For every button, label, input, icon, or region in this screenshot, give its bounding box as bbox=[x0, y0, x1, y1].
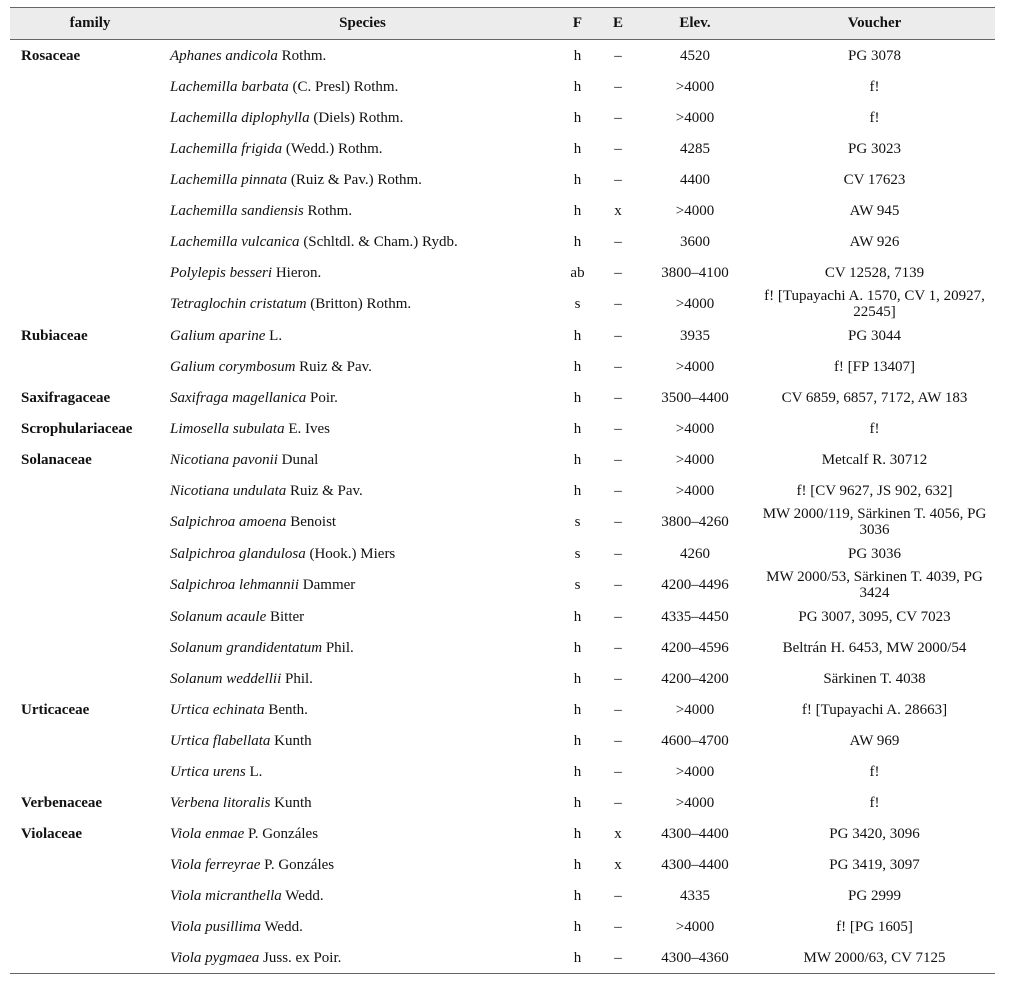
e-cell: x bbox=[614, 825, 622, 842]
species-author: Kunth bbox=[274, 794, 312, 811]
f-cell: h bbox=[573, 109, 582, 126]
species-name: Lachemilla pinnata bbox=[170, 171, 288, 188]
species-author: P. Gonzáles bbox=[248, 825, 319, 842]
voucher-cell: f! bbox=[869, 78, 880, 95]
family-cell bbox=[10, 102, 170, 133]
species-cell bbox=[170, 663, 555, 694]
table-row bbox=[10, 849, 995, 880]
f-cell: h bbox=[573, 233, 582, 250]
species-cell bbox=[170, 351, 555, 382]
species-author: Kunth bbox=[274, 732, 312, 749]
f-cell: h bbox=[573, 420, 582, 437]
species-cell bbox=[170, 444, 555, 475]
e-cell: – bbox=[614, 732, 622, 749]
species-cell bbox=[170, 382, 555, 413]
species-name: Viola enmae bbox=[170, 825, 245, 842]
voucher-cell: PG 3007, 3095, CV 7023 bbox=[798, 608, 951, 625]
family-cell bbox=[10, 569, 170, 601]
f-cell: h bbox=[573, 887, 582, 904]
header-row bbox=[10, 8, 995, 40]
species-name: Saxifraga magellanica bbox=[170, 389, 307, 406]
species-author: Bitter bbox=[269, 608, 305, 625]
table-row bbox=[10, 506, 995, 538]
header-family: family bbox=[10, 8, 170, 40]
e-cell: – bbox=[614, 701, 622, 718]
elev-cell: 4335 bbox=[680, 887, 710, 904]
species-author: E. Ives bbox=[288, 420, 331, 437]
species-name: Urtica flabellata bbox=[170, 732, 271, 749]
voucher-cell: Särkinen T. 4038 bbox=[823, 670, 926, 687]
voucher-cell: AW 945 bbox=[849, 202, 900, 219]
family-cell bbox=[10, 195, 170, 226]
e-cell: – bbox=[614, 171, 622, 188]
elev-cell: 4600–4700 bbox=[661, 732, 729, 749]
header-elev: Elev. bbox=[636, 8, 754, 40]
table-row bbox=[10, 257, 995, 288]
family-cell bbox=[10, 288, 170, 320]
f-cell: h bbox=[573, 140, 582, 157]
species-author: (Diels) Rothm. bbox=[313, 109, 404, 126]
species-cell bbox=[170, 725, 555, 756]
family-cell bbox=[10, 601, 170, 632]
table-row bbox=[10, 71, 995, 102]
species-name: Polylepis besseri bbox=[170, 264, 273, 281]
species-name: Verbena litoralis bbox=[170, 794, 271, 811]
species-author: Wedd. bbox=[264, 918, 303, 935]
family-cell: Rosaceae bbox=[21, 47, 81, 64]
elev-cell: >4000 bbox=[675, 202, 715, 219]
species-cell bbox=[170, 164, 555, 195]
species-cell bbox=[170, 71, 555, 102]
f-cell: ab bbox=[570, 264, 585, 281]
elev-cell: 4200–4200 bbox=[661, 670, 729, 687]
voucher-cell: f! bbox=[869, 420, 880, 437]
species-cell bbox=[170, 942, 555, 974]
f-cell: h bbox=[573, 202, 582, 219]
species-name: Nicotiana pavonii bbox=[170, 451, 278, 468]
e-cell: x bbox=[614, 202, 622, 219]
f-cell: h bbox=[573, 482, 582, 499]
species-name: Solanum grandidentatum bbox=[170, 639, 323, 656]
species-name: Salpichroa amoena bbox=[170, 514, 287, 530]
table-row bbox=[10, 538, 995, 569]
species-author: (Wedd.) Rothm. bbox=[285, 140, 383, 157]
species-cell bbox=[170, 569, 555, 601]
family-cell bbox=[10, 351, 170, 382]
e-cell: x bbox=[614, 856, 622, 873]
species-author: L. bbox=[249, 763, 263, 780]
species-table-container bbox=[10, 7, 995, 974]
voucher-cell: PG 3419, 3097 bbox=[829, 856, 920, 873]
table-row bbox=[10, 569, 995, 601]
elev-cell: 4300–4400 bbox=[661, 825, 729, 842]
voucher-cell: PG 3036 bbox=[848, 545, 901, 562]
e-cell: – bbox=[614, 78, 622, 95]
species-cell bbox=[170, 475, 555, 506]
e-cell: – bbox=[614, 887, 622, 904]
f-cell: h bbox=[573, 701, 582, 718]
family-cell: Violaceae bbox=[21, 825, 83, 842]
table-row bbox=[10, 444, 995, 475]
table-row bbox=[10, 40, 995, 72]
species-author: Dunal bbox=[281, 451, 319, 468]
species-author: Poir. bbox=[309, 389, 338, 406]
species-cell bbox=[170, 818, 555, 849]
e-cell: – bbox=[614, 763, 622, 780]
voucher-cell: MW 2000/119, Särkinen T. 4056, PG 3036 bbox=[762, 506, 987, 538]
f-cell: h bbox=[573, 763, 582, 780]
f-cell: h bbox=[573, 608, 582, 625]
elev-cell: >4000 bbox=[675, 482, 715, 499]
voucher-cell: f! [Tupayachi A. 28663] bbox=[801, 701, 948, 718]
family-cell bbox=[10, 756, 170, 787]
species-cell bbox=[170, 880, 555, 911]
species-name: Lachemilla sandiensis bbox=[170, 202, 304, 219]
species-cell bbox=[170, 506, 555, 538]
header-f: F bbox=[555, 8, 600, 40]
table-row bbox=[10, 102, 995, 133]
table-row bbox=[10, 320, 995, 351]
species-cell bbox=[170, 288, 555, 320]
elev-cell: >4000 bbox=[675, 701, 715, 718]
species-author: Benth. bbox=[268, 701, 308, 718]
f-cell: h bbox=[573, 918, 582, 935]
species-name: Urtica echinata bbox=[170, 701, 265, 718]
elev-cell: 4400 bbox=[680, 171, 710, 188]
species-cell bbox=[170, 320, 555, 351]
table-row bbox=[10, 694, 995, 725]
family-cell bbox=[10, 849, 170, 880]
e-cell: – bbox=[614, 794, 622, 811]
e-cell: – bbox=[600, 942, 636, 974]
species-cell bbox=[170, 756, 555, 787]
family-cell bbox=[10, 257, 170, 288]
elev-cell: 4520 bbox=[680, 47, 710, 64]
elev-cell: >4000 bbox=[675, 420, 715, 437]
species-author: (C. Presl) Rothm. bbox=[292, 78, 399, 95]
table-row bbox=[10, 475, 995, 506]
elev-cell: 4200–4496 bbox=[661, 577, 729, 593]
voucher-cell: f! [FP 13407] bbox=[833, 358, 916, 375]
e-cell: – bbox=[614, 389, 622, 406]
voucher-cell: f! [Tupayachi A. 1570, CV 1, 20927, 22545] bbox=[764, 288, 985, 320]
family-cell bbox=[10, 133, 170, 164]
species-table bbox=[10, 7, 995, 974]
species-name: Salpichroa lehmannii bbox=[170, 577, 300, 593]
table-row bbox=[10, 942, 995, 974]
elev-cell: 4335–4450 bbox=[661, 608, 729, 625]
elev-cell: 4300–4360 bbox=[636, 942, 754, 974]
f-cell: s bbox=[574, 545, 581, 562]
table-row bbox=[10, 601, 995, 632]
species-author: Ruiz & Pav. bbox=[299, 358, 372, 375]
species-cell bbox=[170, 102, 555, 133]
table-row bbox=[10, 787, 995, 818]
header-species: Species bbox=[170, 8, 555, 40]
f-cell: h bbox=[573, 47, 582, 64]
table-header bbox=[10, 8, 995, 40]
species-author: Phil. bbox=[285, 670, 313, 687]
species-cell bbox=[170, 413, 555, 444]
table-row bbox=[10, 382, 995, 413]
species-author: L. bbox=[269, 327, 283, 344]
elev-cell: 3935 bbox=[680, 327, 710, 344]
voucher-cell: PG 3023 bbox=[848, 140, 901, 157]
table-row bbox=[10, 756, 995, 787]
f-cell: h bbox=[573, 856, 582, 873]
table-row bbox=[10, 725, 995, 756]
elev-cell: 3800–4260 bbox=[661, 514, 729, 530]
voucher-cell: MW 2000/63, CV 7125 bbox=[754, 942, 995, 974]
species-name: Lachemilla diplophylla bbox=[170, 109, 310, 126]
species-name: Viola pygmaea bbox=[170, 949, 260, 966]
elev-cell: 4285 bbox=[680, 140, 710, 157]
e-cell: – bbox=[614, 639, 622, 656]
species-name: Tetraglochin cristatum bbox=[170, 296, 307, 312]
e-cell: – bbox=[614, 918, 622, 935]
family-cell: Saxifragaceae bbox=[21, 389, 111, 406]
voucher-cell: f! [CV 9627, JS 902, 632] bbox=[796, 482, 953, 499]
voucher-cell: PG 2999 bbox=[848, 887, 901, 904]
f-cell: h bbox=[573, 78, 582, 95]
family-cell: Urticaceae bbox=[21, 701, 90, 718]
voucher-cell: PG 3044 bbox=[848, 327, 901, 344]
species-author: (Schltdl. & Cham.) Rydb. bbox=[303, 233, 458, 250]
family-cell bbox=[10, 725, 170, 756]
table-row bbox=[10, 880, 995, 911]
voucher-cell: f! [PG 1605] bbox=[836, 918, 913, 935]
table-row bbox=[10, 288, 995, 320]
e-cell: – bbox=[614, 545, 622, 562]
table-row bbox=[10, 351, 995, 382]
elev-cell: >4000 bbox=[675, 358, 715, 375]
elev-cell: >4000 bbox=[675, 918, 715, 935]
species-name: Limosella subulata bbox=[170, 420, 285, 437]
table-row bbox=[10, 663, 995, 694]
species-cell bbox=[170, 694, 555, 725]
voucher-cell: Beltrán H. 6453, MW 2000/54 bbox=[782, 639, 967, 656]
family-cell bbox=[10, 164, 170, 195]
species-name: Viola micranthella bbox=[170, 887, 282, 904]
family-cell: Verbenaceae bbox=[21, 794, 103, 811]
f-cell: s bbox=[574, 577, 581, 593]
species-author: (Hook.) Miers bbox=[309, 545, 396, 562]
voucher-cell: AW 926 bbox=[849, 233, 900, 250]
f-cell: h bbox=[573, 171, 582, 188]
elev-cell: >4000 bbox=[675, 109, 715, 126]
table-body bbox=[10, 40, 995, 974]
species-author: Rothm. bbox=[281, 47, 327, 64]
family-cell: Scrophulariaceae bbox=[21, 420, 133, 437]
e-cell: – bbox=[614, 233, 622, 250]
voucher-cell: AW 969 bbox=[849, 732, 900, 749]
e-cell: – bbox=[614, 482, 622, 499]
voucher-cell: PG 3420, 3096 bbox=[829, 825, 920, 842]
e-cell: – bbox=[614, 670, 622, 687]
e-cell: – bbox=[614, 608, 622, 625]
table-row bbox=[10, 164, 995, 195]
species-cell bbox=[170, 787, 555, 818]
e-cell: – bbox=[614, 514, 622, 530]
e-cell: – bbox=[614, 47, 622, 64]
table-row bbox=[10, 226, 995, 257]
species-author: P. Gonzáles bbox=[264, 856, 335, 873]
f-cell: h bbox=[573, 639, 582, 656]
species-name: Lachemilla barbata bbox=[170, 78, 289, 95]
species-cell bbox=[170, 849, 555, 880]
species-cell bbox=[170, 195, 555, 226]
species-author: Rothm. bbox=[307, 202, 353, 219]
species-name: Nicotiana undulata bbox=[170, 482, 287, 499]
species-name: Salpichroa glandulosa bbox=[170, 545, 306, 562]
e-cell: – bbox=[614, 264, 622, 281]
family-cell bbox=[10, 911, 170, 942]
species-cell bbox=[170, 40, 555, 72]
species-author: Wedd. bbox=[285, 887, 324, 904]
species-author: Benoist bbox=[290, 514, 337, 530]
family-cell bbox=[10, 538, 170, 569]
e-cell: – bbox=[614, 296, 622, 312]
family-cell bbox=[10, 632, 170, 663]
species-name: Urtica urens bbox=[170, 763, 246, 780]
f-cell: h bbox=[573, 670, 582, 687]
family-cell bbox=[10, 880, 170, 911]
voucher-cell: f! bbox=[869, 794, 880, 811]
e-cell: – bbox=[614, 358, 622, 375]
voucher-cell: CV 6859, 6857, 7172, AW 183 bbox=[781, 389, 968, 406]
species-cell bbox=[170, 257, 555, 288]
voucher-cell: CV 17623 bbox=[843, 171, 906, 188]
species-author: Hieron. bbox=[275, 264, 322, 281]
voucher-cell: MW 2000/53, Särkinen T. 4039, PG 3424 bbox=[766, 569, 983, 601]
elev-cell: 3500–4400 bbox=[661, 389, 729, 406]
family-cell bbox=[10, 942, 170, 974]
species-cell bbox=[170, 226, 555, 257]
f-cell: h bbox=[573, 732, 582, 749]
elev-cell: >4000 bbox=[675, 794, 715, 811]
species-name: Lachemilla frigida bbox=[170, 140, 283, 157]
species-name: Viola pusillima bbox=[170, 918, 261, 935]
e-cell: – bbox=[614, 140, 622, 157]
species-author: Dammer bbox=[302, 577, 356, 593]
species-name: Solanum weddellii bbox=[170, 670, 282, 687]
elev-cell: >4000 bbox=[675, 296, 715, 312]
species-author: Ruiz & Pav. bbox=[290, 482, 363, 499]
table-row bbox=[10, 413, 995, 444]
elev-cell: 4260 bbox=[680, 545, 710, 562]
species-name: Galium aparine bbox=[170, 327, 266, 344]
species-name: Solanum acaule bbox=[170, 608, 267, 625]
family-cell bbox=[10, 475, 170, 506]
species-name: Galium corymbosum bbox=[170, 358, 296, 375]
f-cell: s bbox=[574, 514, 581, 530]
voucher-cell: f! bbox=[869, 109, 880, 126]
f-cell: h bbox=[573, 825, 582, 842]
e-cell: – bbox=[614, 327, 622, 344]
e-cell: – bbox=[614, 577, 622, 593]
species-cell bbox=[170, 632, 555, 663]
f-cell: h bbox=[573, 358, 582, 375]
voucher-cell: Metcalf R. 30712 bbox=[821, 451, 928, 468]
elev-cell: >4000 bbox=[675, 763, 715, 780]
f-cell: s bbox=[574, 296, 581, 312]
elev-cell: 3800–4100 bbox=[661, 264, 729, 281]
family-cell bbox=[10, 663, 170, 694]
species-author: (Ruiz & Pav.) Rothm. bbox=[290, 171, 422, 188]
table-row bbox=[10, 632, 995, 663]
family-cell: Solanaceae bbox=[21, 451, 92, 468]
species-author: Juss. ex Poir. bbox=[263, 949, 342, 966]
species-cell bbox=[170, 601, 555, 632]
species-name: Viola ferreyrae bbox=[170, 856, 261, 873]
elev-cell: 3600 bbox=[680, 233, 710, 250]
header-e: E bbox=[600, 8, 636, 40]
elev-cell: 4300–4400 bbox=[661, 856, 729, 873]
f-cell: h bbox=[573, 327, 582, 344]
table-row bbox=[10, 133, 995, 164]
table-row bbox=[10, 818, 995, 849]
family-cell bbox=[10, 506, 170, 538]
elev-cell: >4000 bbox=[675, 78, 715, 95]
voucher-cell: CV 12528, 7139 bbox=[824, 264, 925, 281]
elev-cell: 4200–4596 bbox=[661, 639, 729, 656]
family-cell bbox=[10, 226, 170, 257]
e-cell: – bbox=[614, 420, 622, 437]
f-cell: h bbox=[573, 451, 582, 468]
species-cell bbox=[170, 911, 555, 942]
f-cell: h bbox=[555, 942, 600, 974]
species-name: Lachemilla vulcanica bbox=[170, 233, 300, 250]
family-cell bbox=[10, 71, 170, 102]
table-row bbox=[10, 195, 995, 226]
family-cell: Rubiaceae bbox=[21, 327, 88, 344]
e-cell: – bbox=[614, 451, 622, 468]
header-voucher: Voucher bbox=[754, 8, 995, 40]
elev-cell: >4000 bbox=[675, 451, 715, 468]
voucher-cell: f! bbox=[869, 763, 880, 780]
species-name: Aphanes andicola bbox=[170, 47, 278, 64]
species-author: (Britton) Rothm. bbox=[310, 296, 412, 312]
e-cell: – bbox=[614, 109, 622, 126]
f-cell: h bbox=[573, 794, 582, 811]
species-author: Phil. bbox=[325, 639, 354, 656]
voucher-cell: PG 3078 bbox=[848, 47, 901, 64]
f-cell: h bbox=[573, 389, 582, 406]
table-row bbox=[10, 911, 995, 942]
species-cell bbox=[170, 133, 555, 164]
species-cell bbox=[170, 538, 555, 569]
